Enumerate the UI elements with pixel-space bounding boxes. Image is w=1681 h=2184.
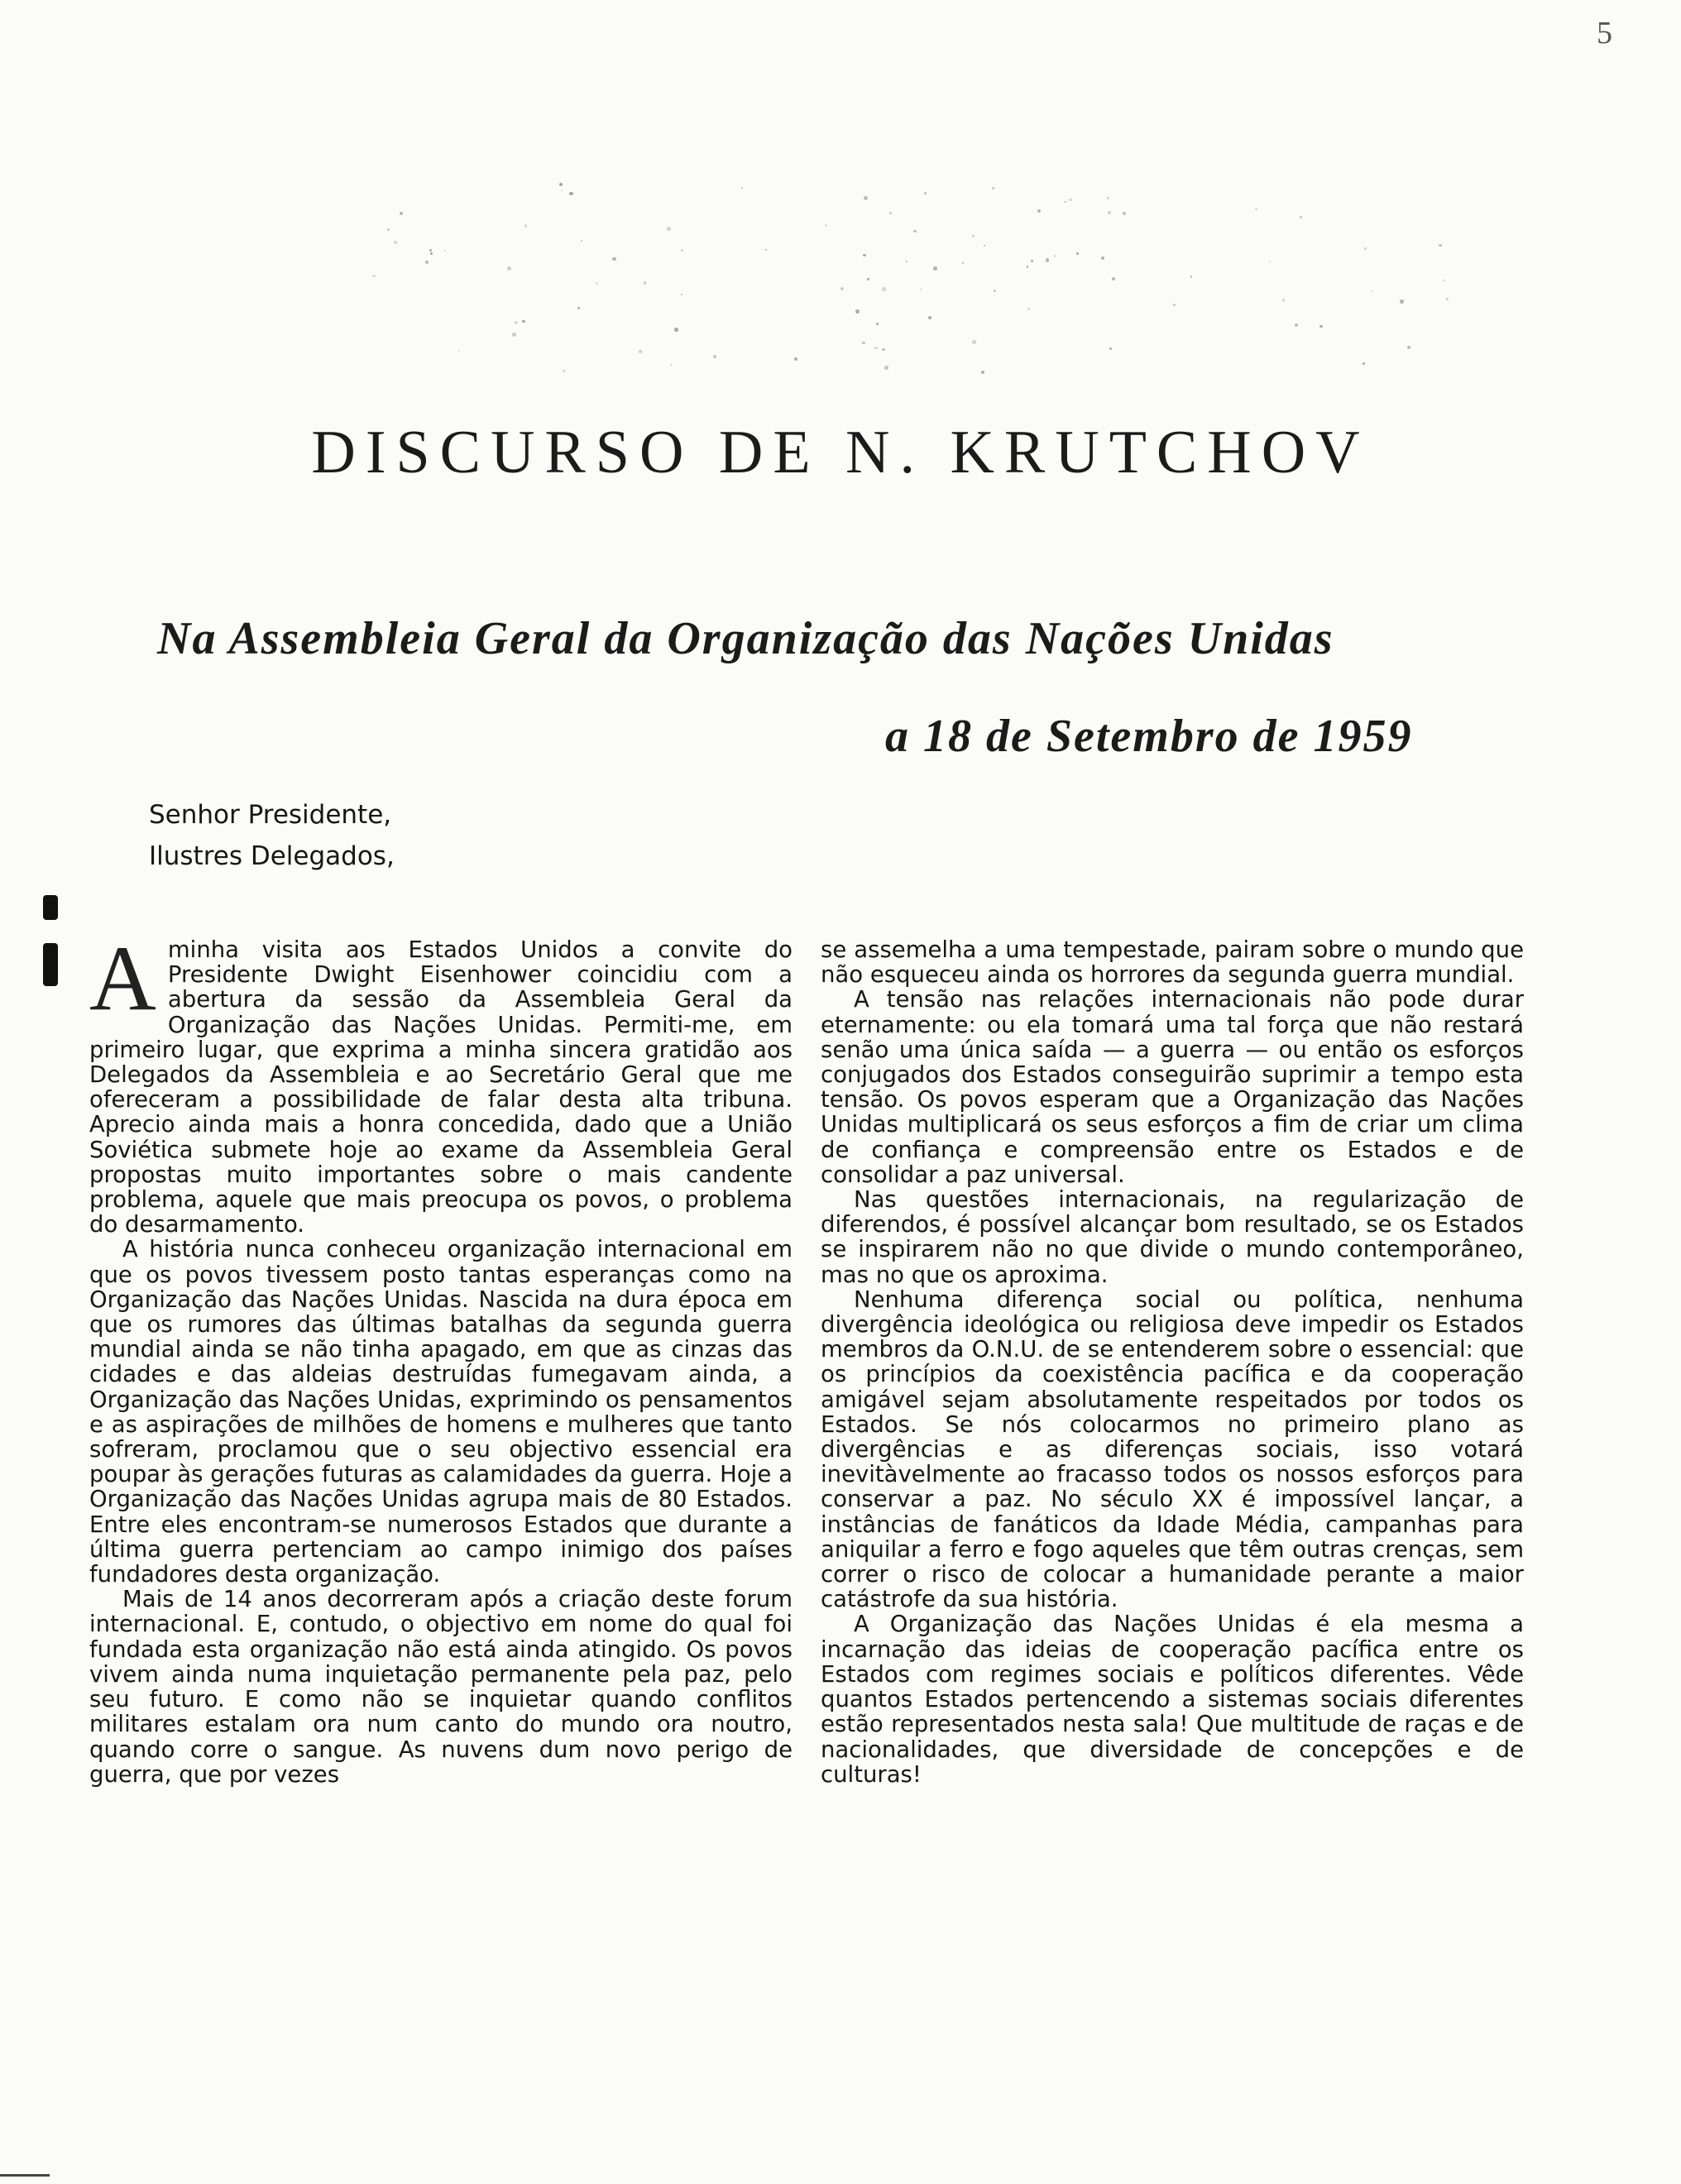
scan-speck [962, 262, 964, 264]
scan-speck [920, 289, 922, 290]
page-subtitle: Na Assembleia Geral da Organização das Nações Unidas [157, 613, 1334, 664]
scan-speck [765, 249, 767, 251]
scan-speck [1255, 208, 1257, 209]
scan-speck [670, 364, 672, 366]
scan-speck [1054, 255, 1056, 256]
scan-speck [972, 340, 976, 344]
scan-speck [507, 266, 511, 271]
scan-speck [1027, 266, 1028, 267]
scan-speck [1363, 362, 1365, 365]
margin-mark [43, 895, 58, 920]
scan-speck [855, 309, 860, 314]
scan-speck [992, 187, 994, 189]
scan-speck [1190, 275, 1193, 278]
scan-speck [644, 281, 647, 285]
scan-speck [569, 192, 573, 196]
scan-speck [867, 278, 869, 280]
scan-speck [1173, 304, 1176, 306]
scan-speck [1027, 308, 1030, 310]
scan-speck [387, 228, 389, 230]
scan-speck [862, 342, 864, 344]
scan-speck [981, 371, 984, 374]
scan-speck [713, 355, 716, 358]
paragraph-text: minha visita aos Estados Unidos a convite do Presidente Dwight Eisenhower coincidiu com a abertura da sessão da Assembleia Geral da Organização das Nações Unidas. Permiti-me, em primeiro lugar, que exprima a minha sincera gratidão aos Delegados da Assembleia e ao Secretário Geral que me ofereceram a possibilidade de falar desta alta tribuna. Aprecio ainda mais a honra concedida, dado que a União Soviética submete hoje ao exame da Assembleia Geral propostas muito importantes sobre o mais candente problema, aquele que mais preocupa os povos, o problema do desarmamento. [89, 936, 793, 1238]
scan-speck [1400, 299, 1403, 303]
scan-speck [1446, 298, 1449, 300]
scan-speck [994, 290, 995, 291]
paragraph: Nas questões internacionais, na regularização de diferendos, é possível alcançar bom resultado, se os Estados se inspirarem não no que divide o mundo contemporâneo, mas no que os aproxima. [821, 1186, 1524, 1288]
scan-speck [913, 230, 916, 232]
scan-speck [972, 235, 975, 237]
scan-speck [884, 366, 888, 370]
scan-speck [458, 350, 460, 352]
scan-speck [1037, 209, 1041, 213]
speech-date: a 18 de Setembro de 1959 [885, 711, 1413, 762]
paragraph: Nenhuma diferença social ou política, nenhuma divergência ideológica ou religiosa deve impedir os Estados membros da O.N.U. de se entenderem sobre o essencial: que os princípios da coexistência pacífica e da cooperação amigável sejam absolutamente respeitados por todos os Estados. Se nós colocarmos no primeiro plano as divergências e as diferenças sociais, isso votará inevitàvelmente ao fracasso todos os nossos esforços para conservar a paz. No século XX é impossível lançar, a instâncias de fanáticos da Idade Média, campanhas para aniquilar a ferro e fogo aqueles que têm outras crenças, sem correr o risco de colocar a humanidade perante a maior catástrofe da sua história. [821, 1286, 1524, 1613]
drop-cap: A [89, 927, 156, 1030]
scan-speck [906, 261, 908, 262]
paragraph: A tensão nas relações internacionais não pode durar eternamente: ou ela tomará uma tal força que não restará senão uma única saída — a guerra — ou então os esforços conjugados dos Estados conseguirão suprimir a tempo esta tensão. Os povos esperam que a Organização das Nações Unidas multiplicará os seus esforços a fim de criar um clima de confiança e compreensão entre os Estados e de consolidar a paz universal. [821, 986, 1524, 1188]
scan-speck [882, 287, 886, 291]
scan-speck [741, 187, 743, 189]
scan-speck [1046, 258, 1049, 261]
left-column [89, 927, 793, 1788]
scan-speck [372, 275, 375, 277]
scan-speck [1439, 244, 1441, 247]
scan-speck [563, 370, 565, 372]
scan-speck [864, 196, 868, 200]
scan-speck [1123, 212, 1126, 215]
scan-speck [1371, 290, 1372, 292]
scan-speck [394, 241, 397, 244]
scan-speck [1031, 260, 1033, 262]
scan-speck [1407, 346, 1410, 349]
scan-speck [1112, 277, 1116, 281]
page-number: 5 [1597, 16, 1612, 50]
scan-speck [1282, 299, 1286, 302]
scan-speck [524, 224, 527, 227]
scan-speck [444, 250, 447, 252]
scan-speck [1295, 323, 1298, 327]
scan-speck [1076, 252, 1079, 255]
scan-speck [681, 294, 682, 295]
scan-speck [863, 254, 866, 257]
scan-speck [924, 192, 927, 194]
scan-speck [512, 333, 516, 337]
scan-speck [667, 227, 670, 230]
scan-speck [1300, 216, 1302, 218]
paragraph [89, 927, 793, 1238]
paragraph: se assemelha a uma tempestade, pairam sobre o mundo que não esqueceu ainda os horrores da segunda guerra mundial. [821, 936, 1524, 989]
scan-speck [581, 240, 582, 242]
scan-speck [559, 183, 563, 187]
scan-speck [933, 266, 937, 271]
scan-speck [425, 261, 429, 264]
salutation [149, 794, 395, 877]
scan-speck [889, 212, 892, 214]
scan-speck [1108, 211, 1111, 214]
paragraph: Mais de 14 anos decorreram após a criação deste forum internacional. E, contudo, o objectivo em nome do qual foi fundada esta organização não está ainda atingido. Os povos vivem ainda numa inquietação permanente pela paz, pelo seu futuro. E como não se inquietar quando conflitos militares estalam ora num canto do mundo ora noutro, quando corre o sangue. As nuvens dum novo perigo de guerra, que por vezes [89, 1586, 793, 1788]
scan-speck [1064, 201, 1066, 203]
scan-speck [1069, 199, 1071, 201]
scan-speck [825, 224, 827, 227]
scan-speck [577, 307, 580, 309]
scan-speck [840, 287, 844, 290]
paragraph: A história nunca conheceu organização internacional em que os povos tivessem posto tantas esperanças como na Organização das Nações Unidas. Nascida na dura época em que os rumores das últimas batalhas da segunda guerra mundial ainda se não tinha apagado, em que as cinzas das cidades e das aldeias destruídas fumegavam ainda, a Organização das Nações Unidas, exprimindo os pensamentos e as aspirações de milhões de homens e mulheres que tanto sofreram, proclamou que o seu objectivo essencial era poupar às gerações futuras as calamidades da guerra. Hoje a Organização das Nações Unidas agrupa mais de 80 Estados. Entre eles encontram-se numerosos Estados que durante a última guerra pertenciam ao campo inimigo dos países fundadores desta organização. [89, 1236, 793, 1588]
scan-speck [1101, 256, 1104, 260]
scan-speck [681, 249, 683, 251]
page-title: DISCURSO DE N. KRUTCHOV [311, 419, 1370, 486]
scan-speck [882, 348, 885, 352]
scan-speck [1109, 347, 1112, 350]
scan-speck [429, 249, 432, 251]
scan-speck [639, 350, 641, 352]
scan-speck [400, 212, 403, 215]
salutation-line: Ilustres Delegados, [149, 841, 395, 871]
scan-speck [984, 245, 985, 247]
scan-speck [1319, 325, 1323, 328]
scan-speck [876, 323, 879, 325]
scan-edge-mark [0, 2174, 50, 2177]
scan-speck [1269, 261, 1271, 262]
scan-speck [522, 320, 525, 323]
scan-speck [794, 357, 797, 361]
scan-speck [1107, 197, 1109, 199]
scan-speck [874, 347, 877, 349]
scan-speck [1444, 280, 1445, 281]
salutation-line: Senhor Presidente, [149, 800, 392, 830]
scan-speck [928, 316, 931, 319]
scan-speck [674, 328, 678, 332]
scan-speck [515, 321, 519, 325]
scan-speck [596, 282, 598, 285]
margin-mark [43, 943, 58, 986]
scan-speck [1364, 247, 1367, 250]
paragraph: A Organização das Nações Unidas é ela mesma a incarnação das ideias de cooperação pacífica entre os Estados com regimes sociais e políticos diferentes. Vêde quantos Estados pertencendo a sistemas sociais diferentes estão representados nesta sala! Que multitude de raças e de nacionalidades, que diversidade de concepções e de culturas! [821, 1611, 1524, 1788]
scan-speck [561, 189, 563, 191]
scan-speck [612, 257, 615, 261]
right-column [821, 937, 1524, 1787]
scan-speck [430, 252, 433, 255]
